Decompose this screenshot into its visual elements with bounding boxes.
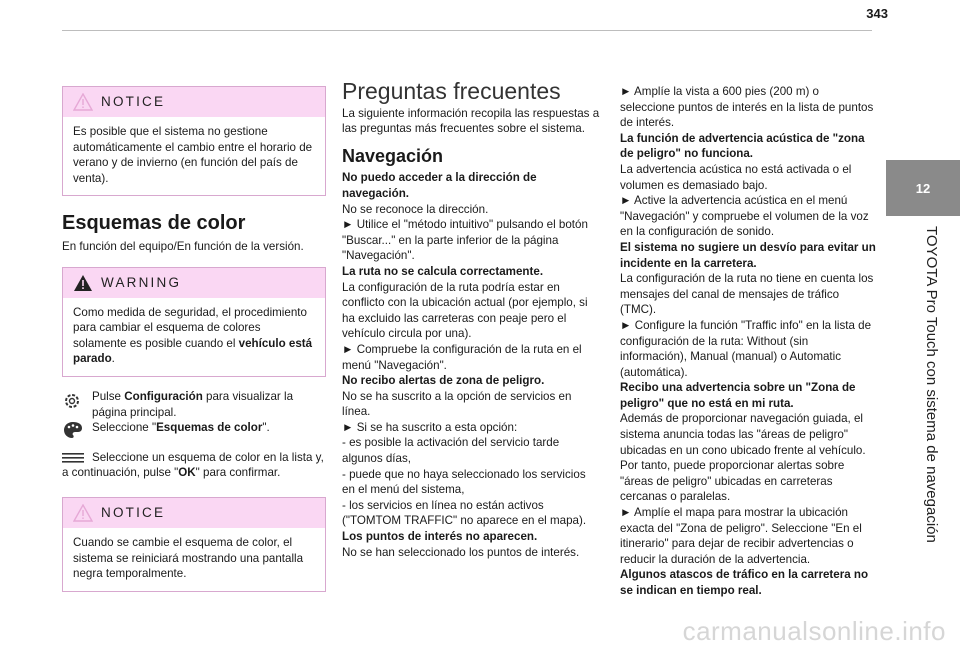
- notice-box-1: [62, 86, 326, 196]
- faq-answer: No se reconoce la dirección.: [342, 202, 489, 216]
- section-heading-color-schemes: Esquemas de color: [62, 212, 246, 235]
- column-1: [62, 86, 326, 592]
- warning-box: [62, 267, 326, 377]
- notice-text: Cuando se cambie el esquema de color, el sistema se reiniciará mostrando una pantalla negra temporalmente.: [73, 535, 304, 581]
- watermark: carmanualsonline.info: [682, 616, 946, 646]
- warning-title: WARNING: [101, 274, 182, 290]
- step-settings: [62, 389, 326, 436]
- chapter-tab: 12: [886, 160, 960, 216]
- faq-answer: - puede que no haya seleccionado los servicios en el menú del sistema,: [342, 467, 586, 497]
- notice-box-2: [62, 497, 326, 592]
- faq-answer: La configuración de la ruta podría estar en conflicto con la ubicación actual (por ejemplo, si ha excluido las carreteras con peaje pero el vehículo circula por una).: [342, 280, 588, 341]
- faq-answer: - es posible la activación del servicio tarde algunos días,: [342, 436, 560, 466]
- faq-question: No recibo alertas de zona de peligro.: [342, 374, 545, 388]
- header-divider: [62, 30, 872, 31]
- faq-question: El sistema no sugiere un desvío para evitar un incidente en la carretera.: [620, 240, 876, 270]
- faq-question: No puedo acceder a la dirección de navegación.: [342, 171, 537, 200]
- faq-heading: Preguntas frecuentes: [342, 78, 561, 104]
- faq-question: La ruta no se calcula correctamente.: [342, 264, 544, 278]
- faq-answer: Además de proporcionar navegación guiada, el sistema anuncia todas las "áreas de peligro" ubicadas en un cono ubicado frente al vehículo. Por tanto, puede proporcionar alertas sobre "áreas de peligro" ubicadas en carreteras cercanas o paralelas.: [620, 412, 866, 504]
- column-3: [620, 84, 876, 599]
- chapter-title: TOYOTA Pro Touch con sistema de navegación: [923, 226, 940, 543]
- faq-answer: La advertencia acústica no está activada o el volumen es demasiado bajo.: [620, 162, 852, 192]
- faq-answer: ► Active la advertencia acústica en el menú "Navegación" y compruebe el volumen de la voz en la configuración de sonido.: [620, 194, 869, 239]
- warning-triangle-icon: [73, 274, 93, 292]
- notice-triangle-icon: [73, 504, 93, 522]
- list-icon: [62, 453, 84, 463]
- faq-answer: ► Configure la función "Traffic info" en la lista de configuración de la ruta: Without (sin información), Manual (manual) o Automatic (automática).: [620, 318, 872, 379]
- palette-icon: [62, 419, 84, 441]
- faq-answer: No se han seleccionado los puntos de interés.: [342, 545, 580, 559]
- notice-triangle-icon: [73, 93, 93, 111]
- faq-answer: ► Amplíe la vista a 600 pies (200 m) o seleccione puntos de interés en la lista de puntos de interés.: [620, 85, 874, 130]
- faq-answer: ► Compruebe la configuración de la ruta en el menú "Navegación".: [342, 342, 582, 372]
- section-intro: En función del equipo/En función de la versión.: [62, 239, 304, 253]
- step-text-1b: Seleccione "Esquemas de color".: [92, 421, 270, 435]
- faq-answer: - los servicios en línea no están activos ("TOMTOM TRAFFIC" no aparece en el mapa).: [342, 498, 587, 528]
- warning-text: Como medida de seguridad, el procedimiento para cambiar el esquema de colores solamente es posible cuando el vehículo está parado.: [73, 305, 313, 366]
- faq-question: La función de advertencia acústica de "zona de peligro" no funciona.: [620, 131, 865, 161]
- notice-text: Es posible que el sistema no gestione automáticamente el cambio entre el horario de verano y de invierno (en función del país de venta).: [73, 125, 313, 185]
- faq-question: Recibo una advertencia sobre un "Zona de peligro" que no está en mi ruta.: [620, 381, 856, 410]
- notice-title: NOTICE: [101, 94, 166, 110]
- faq-answer: ► Utilice el "método intuitivo" pulsando el botón "Buscar..." en la parte inferior de la página "Navegación".: [342, 218, 588, 263]
- faq-question: Los puntos de interés no aparecen.: [342, 530, 538, 544]
- step-select-scheme: [62, 450, 326, 481]
- gear-icon: [62, 391, 82, 411]
- faq-question: Algunos atascos de tráfico en la carretera no se indican en tiempo real.: [620, 568, 869, 597]
- faq-answer: La configuración de la ruta no tiene en cuenta los mensajes del canal de mensajes de tráfico (TMC).: [620, 272, 874, 317]
- faq-answer: No se ha suscrito a la opción de servicios en línea.: [342, 389, 572, 419]
- page-number: 343: [866, 6, 888, 21]
- column-2: [342, 78, 600, 560]
- faq-answer: ► Amplíe el mapa para mostrar la ubicación exacta del "Zona de peligro". Seleccione "En el itinerario" para dejar de recibir advertencias o reducir la duración de la advertencia.: [620, 506, 862, 566]
- step-text-1: Pulse Configuración para visualizar la página principal.: [92, 389, 294, 419]
- navigation-heading: Navegación: [342, 145, 444, 166]
- faq-answer: ► Si se ha suscrito a esta opción:: [342, 420, 518, 434]
- step-text-2: Seleccione un esquema de color en la lista y, a continuación, pulse "OK" para confirmar.: [62, 450, 324, 480]
- faq-intro: La siguiente información recopila las respuestas a las preguntas más frecuentes sobre el sistema.: [342, 106, 600, 136]
- notice-title: NOTICE: [101, 505, 166, 521]
